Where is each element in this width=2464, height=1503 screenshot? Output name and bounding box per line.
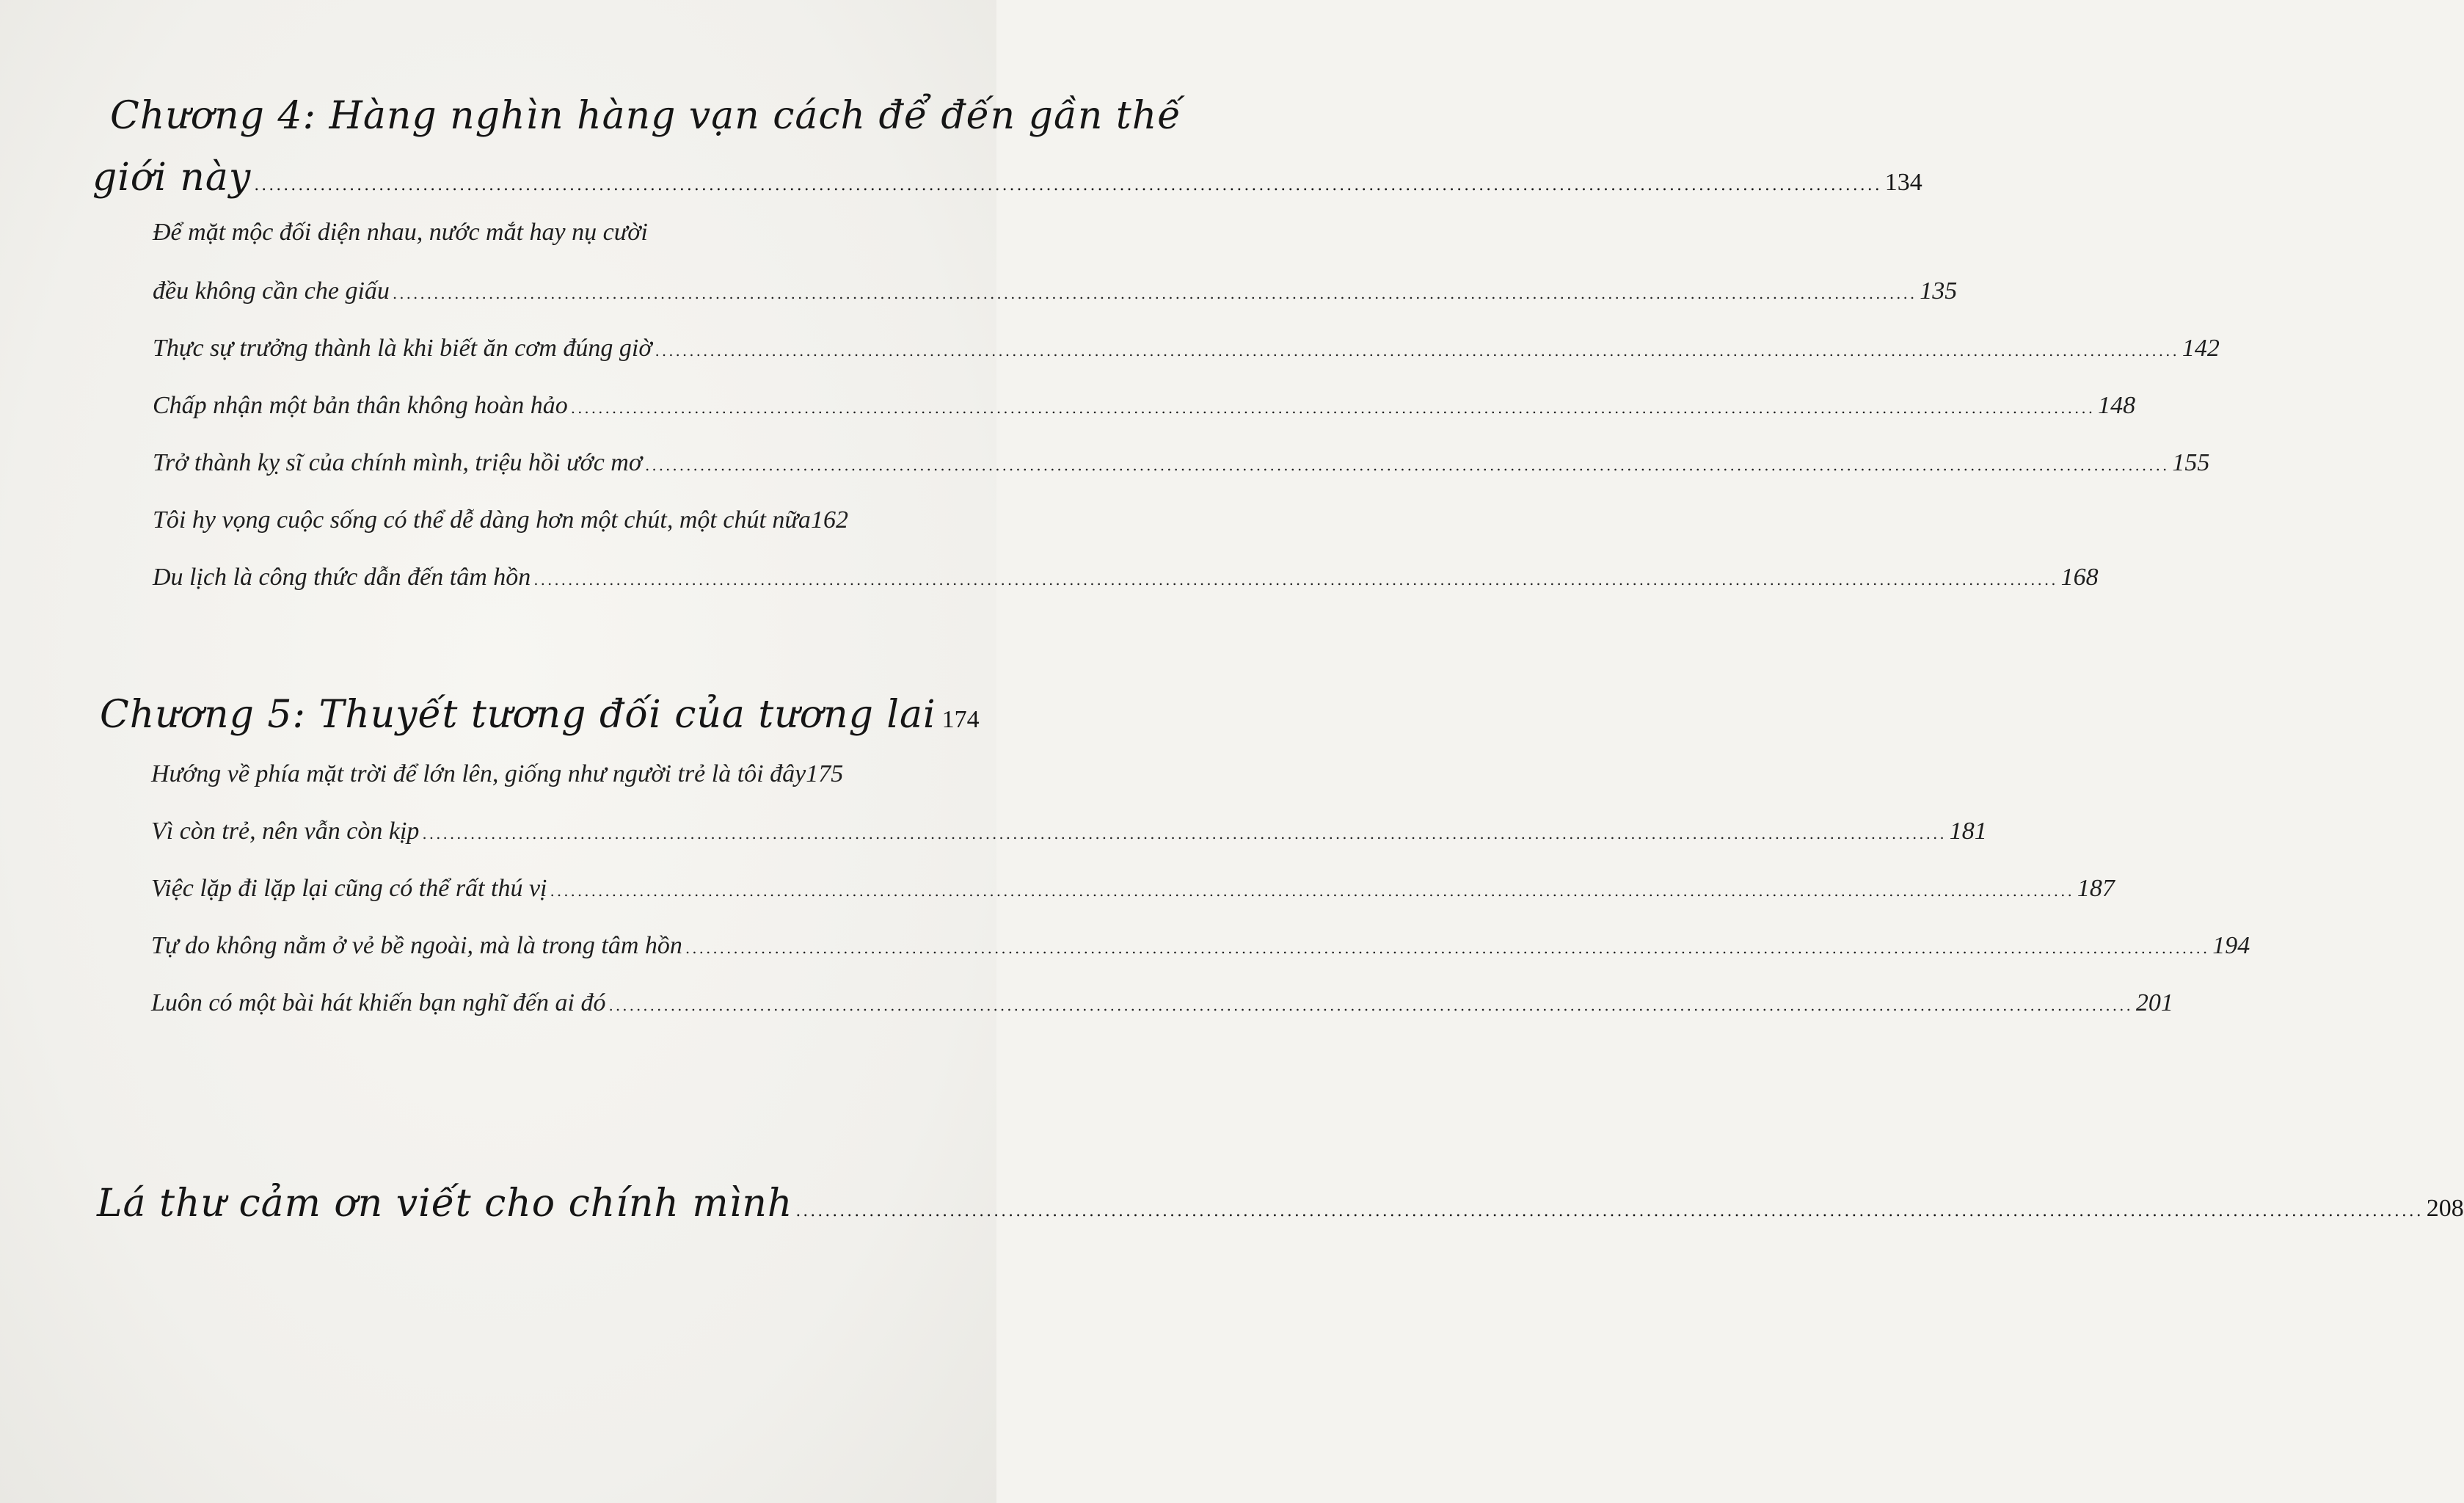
- entry-page-number: 142: [2181, 335, 2220, 362]
- chapter4-entry1-line1: Để mặt mộc đối diện nhau, nước mắt hay nụ cười: [153, 219, 648, 246]
- dot-leader: [422, 825, 1946, 843]
- entry-title: đều không cần che giấu: [153, 277, 390, 305]
- entry-page-number: 148: [2098, 392, 2136, 419]
- entry-page-number: 168: [2060, 564, 2099, 591]
- chapter5-entry[interactable]: [100, 693, 980, 737]
- chapter4-entry6[interactable]: [153, 564, 2099, 592]
- entry-title: Vì còn trẻ, nên vẫn còn kịp: [151, 818, 420, 845]
- entry-page-number: 201: [2135, 989, 2173, 1016]
- dot-leader: [550, 882, 2074, 900]
- entry-title: Hướng về phía mặt trời để lớn lên, giống như người trẻ là tôi đây: [151, 760, 806, 787]
- closing-entry[interactable]: [97, 1182, 2464, 1226]
- entry-title: Tự do không nằm ở vẻ bề ngoài, mà là trong tâm hồn: [151, 932, 682, 959]
- chapter4-entry[interactable]: [92, 156, 1922, 200]
- dot-leader: [655, 342, 2179, 360]
- entry-title: Tôi hy vọng cuộc sống có thể dễ dàng hơn một chút, một chút nữa: [153, 506, 811, 534]
- closing-page-number: 208: [2426, 1195, 2464, 1222]
- chapter4-entry2[interactable]: [153, 335, 2220, 363]
- chapter4-entry1[interactable]: [153, 277, 1958, 305]
- dot-leader: [393, 285, 1917, 302]
- dot-leader: [254, 176, 1881, 194]
- entry-title: Trở thành kỵ sĩ của chính mình, triệu hồi ước mơ: [153, 449, 642, 476]
- chapter4-title-line2: giới này: [92, 156, 252, 200]
- entry-page-number: 187: [2077, 875, 2115, 902]
- chapter5-page-number: 174: [941, 706, 980, 733]
- chapter4-page-number: 134: [1884, 169, 1922, 196]
- chapter5-entry5[interactable]: [151, 989, 2173, 1017]
- dot-leader: [685, 939, 2209, 957]
- entry-title: Việc lặp đi lặp lại cũng có thể rất thú vị: [151, 875, 547, 902]
- entry-title: Thực sự trưởng thành là khi biết ăn cơm đúng giờ: [153, 335, 652, 362]
- entry-page-number: 135: [1920, 277, 1958, 305]
- chapter5-title: Chương 5: Thuyết tương đối của tương lai: [100, 693, 936, 737]
- chapter5-entry3[interactable]: [151, 875, 2115, 903]
- chapter4-title-line1: Chương 4: Hàng nghìn hàng vạn cách để đến gần thế: [110, 94, 1182, 138]
- dot-leader: [609, 997, 2133, 1014]
- entry-page-number: 162: [810, 506, 848, 534]
- chapter5-entry2[interactable]: [151, 818, 1987, 845]
- entry-title: Du lịch là công thức dẫn đến tâm hồn: [153, 564, 531, 591]
- dot-leader: [795, 1202, 2423, 1220]
- chapter5-entry1[interactable]: [151, 760, 866, 788]
- entry-page-number: 175: [806, 760, 844, 787]
- dot-leader: [645, 456, 2169, 474]
- dot-leader: [533, 571, 2057, 589]
- dot-leader: [571, 399, 2095, 417]
- closing-title: Lá thư cảm ơn viết cho chính mình: [97, 1182, 793, 1226]
- entry-page-number: 194: [2212, 932, 2250, 959]
- chapter4-entry3[interactable]: [153, 392, 2136, 420]
- entry-title: Chấp nhận một bản thân không hoàn hảo: [153, 392, 568, 419]
- entry-page-number: 181: [1949, 818, 1987, 845]
- chapter4-entry5[interactable]: [153, 506, 866, 534]
- entry-title: Luôn có một bài hát khiến bạn nghĩ đến ai đó: [151, 989, 606, 1016]
- chapter5-entry4[interactable]: [151, 932, 2250, 960]
- entry-page-number: 155: [2172, 449, 2210, 476]
- chapter4-entry4[interactable]: [153, 449, 2210, 477]
